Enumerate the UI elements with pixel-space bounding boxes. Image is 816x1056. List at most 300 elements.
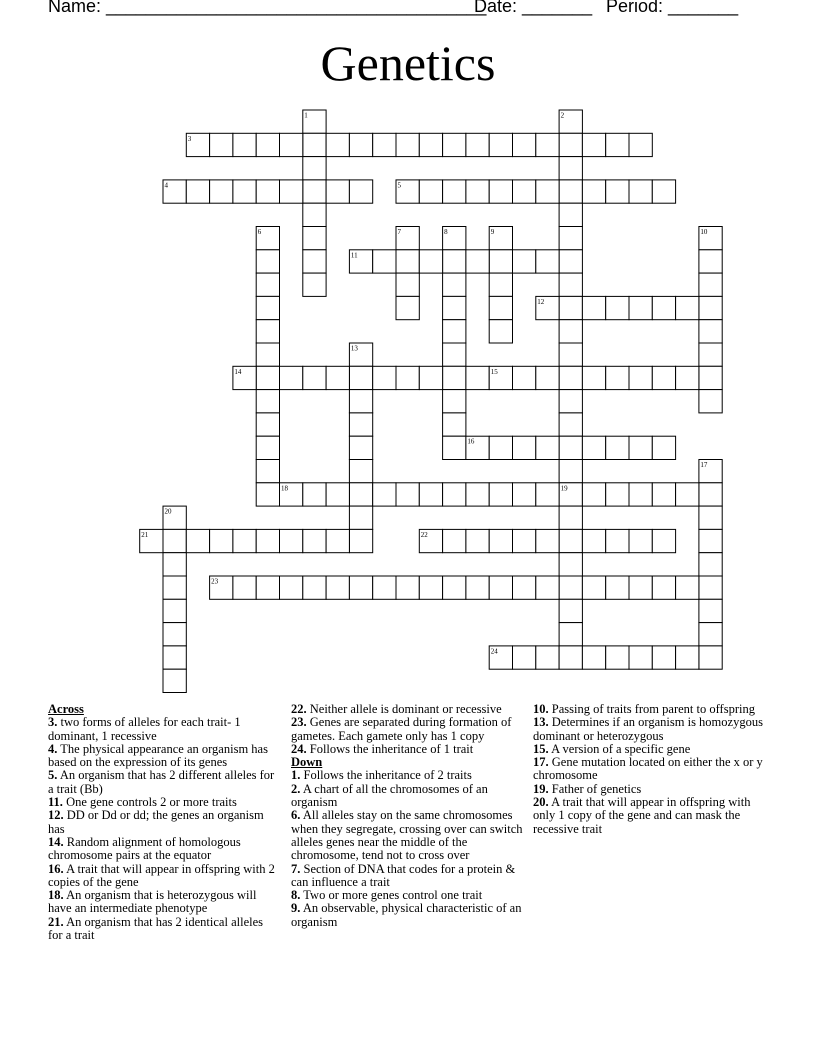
crossword-cell[interactable] (256, 227, 279, 250)
crossword-cell[interactable] (652, 436, 675, 459)
cell-number: 9 (490, 228, 495, 236)
crossword-cell[interactable] (699, 250, 722, 273)
clue-text: An organism that has 2 different alleles for a trait (Bb) (48, 768, 275, 796)
crossword-cell[interactable] (513, 483, 536, 506)
crossword-cell[interactable] (443, 343, 466, 366)
crossword-cell[interactable] (443, 227, 466, 250)
cell-number: 10 (700, 228, 708, 236)
crossword-cell[interactable] (210, 576, 233, 599)
crossword-cell[interactable] (652, 366, 675, 389)
crossword-cell[interactable] (559, 203, 582, 226)
crossword-cell[interactable] (536, 180, 559, 203)
crossword-cell[interactable] (373, 250, 396, 273)
crossword-cell[interactable] (303, 366, 326, 389)
cell-number: 24 (490, 647, 498, 656)
crossword-cell[interactable] (419, 366, 442, 389)
across-clue (48, 863, 278, 890)
crossword-cell[interactable] (513, 646, 536, 669)
crossword-cell[interactable] (606, 529, 629, 552)
crossword-cell[interactable] (559, 157, 582, 180)
crossword-cell[interactable] (559, 366, 582, 389)
clue-number: 23. (291, 715, 307, 730)
across-clue (48, 809, 278, 836)
crossword-cell[interactable] (303, 273, 326, 296)
crossword-cell[interactable] (606, 133, 629, 156)
crossword-cell[interactable] (513, 133, 536, 156)
crossword-cell[interactable] (489, 133, 512, 156)
clue-number: 10. (533, 702, 549, 716)
crossword-cell[interactable] (489, 436, 512, 459)
crossword-cell[interactable] (606, 576, 629, 599)
page-title: Genetics (320, 35, 496, 91)
crossword-cell[interactable] (606, 436, 629, 459)
clue-number: 18. (48, 888, 64, 903)
across-heading: Across (48, 702, 84, 716)
period-field[interactable]: Period: _______ (606, 0, 739, 16)
crossword-cell[interactable] (396, 250, 419, 273)
crossword-cell[interactable] (536, 436, 559, 459)
crossword-cell[interactable] (419, 250, 442, 273)
crossword-cell[interactable] (163, 576, 186, 599)
crossword-cell[interactable] (699, 343, 722, 366)
cell-number: 17 (700, 461, 708, 469)
crossword-cell[interactable] (349, 413, 372, 436)
crossword-cell[interactable] (629, 180, 652, 203)
crossword-cell[interactable] (280, 366, 303, 389)
crossword-cell[interactable] (326, 366, 349, 389)
crossword-cell[interactable] (559, 273, 582, 296)
crossword-cell[interactable] (443, 576, 466, 599)
cell-number: 3 (187, 134, 192, 143)
crossword-cell[interactable] (513, 576, 536, 599)
crossword-cell[interactable] (210, 133, 233, 156)
crossword-cell[interactable] (536, 483, 559, 506)
down-clues-part-1 (291, 769, 523, 929)
crossword-cell[interactable] (606, 296, 629, 319)
clue-text: A chart of all the chromosomes of an organism (291, 781, 488, 810)
crossword-cell[interactable] (489, 250, 512, 273)
down-clue (533, 703, 769, 716)
clue-text: Follows the inheritance of 1 trait (309, 741, 474, 756)
clue-text: Neither allele is dominant or recessive (309, 702, 502, 716)
crossword-cell[interactable] (652, 529, 675, 552)
crossword-cell[interactable] (676, 366, 699, 389)
crossword-cell[interactable] (303, 250, 326, 273)
crossword-cell[interactable] (559, 460, 582, 483)
crossword-cell[interactable] (513, 366, 536, 389)
crossword-cell[interactable] (676, 483, 699, 506)
crossword-cell[interactable] (699, 320, 722, 343)
crossword-cell[interactable] (443, 320, 466, 343)
crossword-cell[interactable] (489, 296, 512, 319)
crossword-cell[interactable] (652, 296, 675, 319)
down-clue (291, 769, 523, 782)
cell-number: 22 (420, 530, 428, 539)
crossword-cell[interactable] (443, 413, 466, 436)
crossword-cell[interactable] (652, 180, 675, 203)
crossword-cell[interactable] (163, 623, 186, 646)
crossword-cell[interactable] (559, 250, 582, 273)
crossword-cell[interactable] (396, 576, 419, 599)
crossword-cell[interactable] (349, 343, 372, 366)
crossword-cell[interactable] (513, 436, 536, 459)
across-clue (291, 703, 523, 716)
crossword-cell[interactable] (629, 133, 652, 156)
crossword-cell[interactable] (699, 390, 722, 413)
crossword-cell[interactable] (559, 623, 582, 646)
crossword-cell[interactable] (419, 576, 442, 599)
crossword-cell[interactable] (256, 250, 279, 273)
clue-text: Father of genetics (551, 781, 642, 796)
clue-text: Passing of traits from parent to offspring (551, 702, 755, 716)
crossword-cell[interactable] (513, 529, 536, 552)
crossword-cell[interactable] (303, 227, 326, 250)
crossword-cell[interactable] (303, 483, 326, 506)
crossword-cell[interactable] (280, 576, 303, 599)
crossword-cell[interactable] (629, 366, 652, 389)
crossword-cell[interactable] (256, 366, 279, 389)
crossword-cell[interactable] (256, 413, 279, 436)
clue-number: 12. (48, 808, 64, 823)
crossword-cell[interactable] (443, 180, 466, 203)
crossword-cell[interactable] (396, 273, 419, 296)
across-clue (48, 796, 278, 809)
crossword-cell[interactable] (186, 529, 209, 552)
crossword-cell[interactable] (559, 529, 582, 552)
crossword-cell[interactable] (536, 529, 559, 552)
crossword-cell[interactable] (489, 646, 512, 669)
crossword-cell[interactable] (559, 133, 582, 156)
crossword-cell[interactable] (699, 506, 722, 529)
crossword-cell[interactable] (466, 366, 489, 389)
crossword-cell[interactable] (163, 529, 186, 552)
crossword-cell[interactable] (256, 529, 279, 552)
crossword-cell[interactable] (466, 180, 489, 203)
crossword-cell[interactable] (513, 250, 536, 273)
crossword-cell[interactable] (629, 529, 652, 552)
cell-number: 15 (490, 367, 498, 376)
cell-number: 5 (397, 181, 401, 190)
crossword-cell[interactable] (443, 436, 466, 459)
crossword-cell[interactable] (559, 413, 582, 436)
cell-number: 7 (397, 228, 401, 236)
crossword-cell[interactable] (233, 133, 256, 156)
crossword-cell[interactable] (699, 483, 722, 506)
crossword-cell[interactable] (163, 646, 186, 669)
crossword-cell[interactable] (699, 227, 722, 250)
clue-text: The physical appearance an organism has based on the expression of its genes (48, 741, 268, 770)
crossword-cell[interactable] (163, 599, 186, 622)
clue-text: Random alignment of homologous chromosome pairs at the equator (48, 834, 241, 863)
crossword-cell[interactable] (280, 180, 303, 203)
name-field[interactable]: Name: ______________________________________ (48, 0, 487, 16)
crossword-cell[interactable] (489, 180, 512, 203)
crossword-cell[interactable] (443, 529, 466, 552)
crossword-cell[interactable] (699, 529, 722, 552)
crossword-cell[interactable] (582, 646, 605, 669)
crossword-cell[interactable] (233, 180, 256, 203)
crossword-cell[interactable] (396, 227, 419, 250)
crossword-cell[interactable] (536, 296, 559, 319)
crossword-cell[interactable] (326, 180, 349, 203)
down-clue (291, 889, 523, 902)
crossword-cell[interactable] (256, 343, 279, 366)
crossword-cell[interactable] (559, 343, 582, 366)
crossword-cell[interactable] (303, 157, 326, 180)
crossword-cell[interactable] (536, 366, 559, 389)
crossword-cell[interactable] (582, 576, 605, 599)
clue-text: two forms of alleles for each trait- 1 dominant, 1 recessive (48, 715, 241, 743)
crossword-cell[interactable] (466, 133, 489, 156)
crossword-cell[interactable] (466, 250, 489, 273)
clue-text: Section of DNA that codes for a protein & can influence a trait (291, 861, 516, 889)
clue-text: A version of a specific gene (551, 741, 691, 756)
crossword-cell[interactable] (280, 483, 303, 506)
crossword-cell[interactable] (163, 506, 186, 529)
crossword-cell[interactable] (396, 296, 419, 319)
crossword-cell[interactable] (536, 646, 559, 669)
clues-column-3 (533, 703, 769, 836)
across-clue (48, 889, 278, 916)
crossword-cell[interactable] (489, 227, 512, 250)
cell-number: 20 (164, 507, 172, 516)
crossword-cell[interactable] (559, 390, 582, 413)
clue-number: 8. (291, 888, 301, 903)
crossword-cell[interactable] (396, 180, 419, 203)
clue-text: A trait that will appear in offspring with only 1 copy of the gene and can mask the recessive trait (533, 795, 751, 836)
crossword-cell[interactable] (466, 576, 489, 599)
clue-number: 1. (291, 768, 301, 783)
across-clue (48, 716, 278, 743)
crossword-cell[interactable] (256, 180, 279, 203)
crossword-cell[interactable] (699, 623, 722, 646)
crossword-cell[interactable] (652, 483, 675, 506)
crossword-cell[interactable] (559, 320, 582, 343)
crossword-cell[interactable] (396, 483, 419, 506)
clue-number: 2. (291, 781, 301, 796)
crossword-cell[interactable] (559, 436, 582, 459)
crossword-cell[interactable] (419, 483, 442, 506)
crossword-cell[interactable] (443, 250, 466, 273)
crossword-cell[interactable] (256, 576, 279, 599)
crossword-cell[interactable] (582, 366, 605, 389)
crossword-cell[interactable] (699, 296, 722, 319)
crossword-cell[interactable] (559, 180, 582, 203)
crossword-cell[interactable] (536, 576, 559, 599)
crossword-cell[interactable] (443, 390, 466, 413)
crossword-cell[interactable] (699, 646, 722, 669)
crossword-cell[interactable] (256, 273, 279, 296)
crossword-cell[interactable] (466, 529, 489, 552)
crossword-cell[interactable] (419, 180, 442, 203)
clue-number: 24. (291, 741, 307, 756)
crossword-cell[interactable] (303, 180, 326, 203)
crossword-cell[interactable] (466, 436, 489, 459)
crossword-cell[interactable] (629, 576, 652, 599)
crossword-cell[interactable] (582, 180, 605, 203)
crossword-cell[interactable] (559, 506, 582, 529)
crossword-cell[interactable] (652, 646, 675, 669)
crossword-cell[interactable] (186, 180, 209, 203)
crossword-cell[interactable] (233, 366, 256, 389)
crossword-cell[interactable] (443, 296, 466, 319)
crossword-cell[interactable] (606, 180, 629, 203)
crossword-cell[interactable] (536, 250, 559, 273)
crossword-cell[interactable] (676, 296, 699, 319)
crossword-cell[interactable] (256, 436, 279, 459)
crossword-cell[interactable] (349, 506, 372, 529)
cell-number: 2 (560, 111, 565, 120)
cell-number: 11 (350, 251, 358, 260)
crossword-cell[interactable] (303, 529, 326, 552)
down-clue (533, 716, 769, 743)
crossword-cell[interactable] (489, 529, 512, 552)
crossword-cell[interactable] (699, 366, 722, 389)
crossword-cell[interactable] (303, 133, 326, 156)
crossword-cell[interactable] (396, 133, 419, 156)
crossword-cell[interactable] (349, 460, 372, 483)
crossword-cell[interactable] (256, 133, 279, 156)
date-field[interactable]: Date: _______ (474, 0, 593, 16)
crossword-cell[interactable] (163, 553, 186, 576)
crossword-cell[interactable] (280, 529, 303, 552)
crossword-cell[interactable] (349, 576, 372, 599)
crossword-cell[interactable] (629, 646, 652, 669)
crossword-cell[interactable] (349, 366, 372, 389)
crossword-cell[interactable] (489, 576, 512, 599)
crossword-cell[interactable] (699, 460, 722, 483)
crossword-cell[interactable] (303, 110, 326, 133)
crossword-cell[interactable] (443, 366, 466, 389)
clue-number: 22. (291, 702, 307, 716)
crossword-cell[interactable] (303, 203, 326, 226)
clue-text: Follows the inheritance of 2 traits (303, 768, 472, 783)
crossword-cell[interactable] (256, 390, 279, 413)
crossword-cell[interactable] (489, 366, 512, 389)
crossword-cell[interactable] (326, 133, 349, 156)
cell-number: 4 (164, 181, 168, 190)
crossword-cell[interactable] (210, 529, 233, 552)
crossword-cell[interactable] (559, 599, 582, 622)
crossword-cell[interactable] (582, 436, 605, 459)
crossword-cell[interactable] (606, 366, 629, 389)
down-clue (291, 809, 523, 862)
crossword-cell[interactable] (373, 366, 396, 389)
down-clue (291, 902, 523, 929)
crossword-cell[interactable] (582, 529, 605, 552)
crossword-cell[interactable] (256, 460, 279, 483)
crossword-cell[interactable] (349, 483, 372, 506)
cell-number: 13 (350, 344, 358, 353)
crossword-cell[interactable] (582, 483, 605, 506)
cell-number: 1 (304, 111, 308, 120)
crossword-cell[interactable] (349, 180, 372, 203)
crossword-cell[interactable] (443, 133, 466, 156)
crossword-cell[interactable] (443, 483, 466, 506)
crossword-cell[interactable] (582, 296, 605, 319)
crossword-cell[interactable] (140, 529, 163, 552)
crossword-cell[interactable] (373, 576, 396, 599)
crossword-cell[interactable] (326, 483, 349, 506)
crossword-cell[interactable] (349, 390, 372, 413)
crossword-cell[interactable] (256, 296, 279, 319)
crossword-cell[interactable] (559, 553, 582, 576)
crossword-cell[interactable] (699, 576, 722, 599)
crossword-cell[interactable] (629, 436, 652, 459)
clue-number: 15. (533, 741, 549, 756)
crossword-cell[interactable] (303, 576, 326, 599)
crossword-cell[interactable] (676, 646, 699, 669)
clue-text: An observable, physical characteristic of an organism (291, 901, 522, 929)
crossword-cell[interactable] (256, 320, 279, 343)
clue-number: 5. (48, 768, 58, 783)
crossword-cell[interactable] (233, 529, 256, 552)
crossword-cell[interactable] (373, 133, 396, 156)
crossword-cell[interactable] (629, 483, 652, 506)
crossword-cell[interactable] (559, 646, 582, 669)
clue-text: Determines if an organism is homozygous dominant or heterozygous (533, 715, 763, 743)
crossword-cell[interactable] (419, 529, 442, 552)
crossword-cell[interactable] (419, 133, 442, 156)
crossword-cell[interactable] (559, 296, 582, 319)
crossword-cell[interactable] (396, 366, 419, 389)
crossword-cell[interactable] (349, 250, 372, 273)
crossword-cell[interactable] (349, 436, 372, 459)
cell-number: 8 (444, 228, 448, 236)
clue-number: 7. (291, 861, 301, 876)
crossword-cell[interactable] (489, 320, 512, 343)
crossword-cell[interactable] (699, 553, 722, 576)
crossword-cell[interactable] (536, 133, 559, 156)
crossword-cell[interactable] (559, 227, 582, 250)
crossword-cell[interactable] (676, 576, 699, 599)
clue-number: 6. (291, 808, 301, 823)
crossword-cell[interactable] (163, 669, 186, 692)
crossword-cell[interactable] (210, 180, 233, 203)
across-clue (48, 916, 278, 943)
crossword-cell[interactable] (582, 133, 605, 156)
crossword-cell[interactable] (559, 110, 582, 133)
crossword-cell[interactable] (373, 483, 396, 506)
crossword-cell[interactable] (699, 599, 722, 622)
crossword-cell[interactable] (606, 646, 629, 669)
clue-number: 4. (48, 741, 58, 756)
crossword-cell[interactable] (629, 296, 652, 319)
crossword-cell[interactable] (606, 483, 629, 506)
across-clue (48, 743, 278, 770)
clue-text: An organism that is heterozygous will have an intermediate phenotype (48, 888, 257, 916)
down-clue (291, 863, 523, 890)
crossword-cell[interactable] (326, 529, 349, 552)
crossword-cell[interactable] (349, 133, 372, 156)
crossword-cell[interactable] (443, 273, 466, 296)
crossword-cell[interactable] (186, 133, 209, 156)
crossword-cell[interactable] (699, 273, 722, 296)
crossword-cell[interactable] (326, 576, 349, 599)
crossword-cell[interactable] (466, 483, 489, 506)
crossword-cell[interactable] (652, 576, 675, 599)
crossword-cell[interactable] (559, 483, 582, 506)
crossword-cell[interactable] (256, 483, 279, 506)
crossword-cell[interactable] (489, 273, 512, 296)
crossword-cell[interactable] (489, 483, 512, 506)
crossword-cell[interactable] (280, 133, 303, 156)
crossword-cell[interactable] (349, 529, 372, 552)
crossword-cell[interactable] (513, 180, 536, 203)
crossword-cell[interactable] (163, 180, 186, 203)
crossword-cell[interactable] (233, 576, 256, 599)
crossword-cell[interactable] (559, 576, 582, 599)
